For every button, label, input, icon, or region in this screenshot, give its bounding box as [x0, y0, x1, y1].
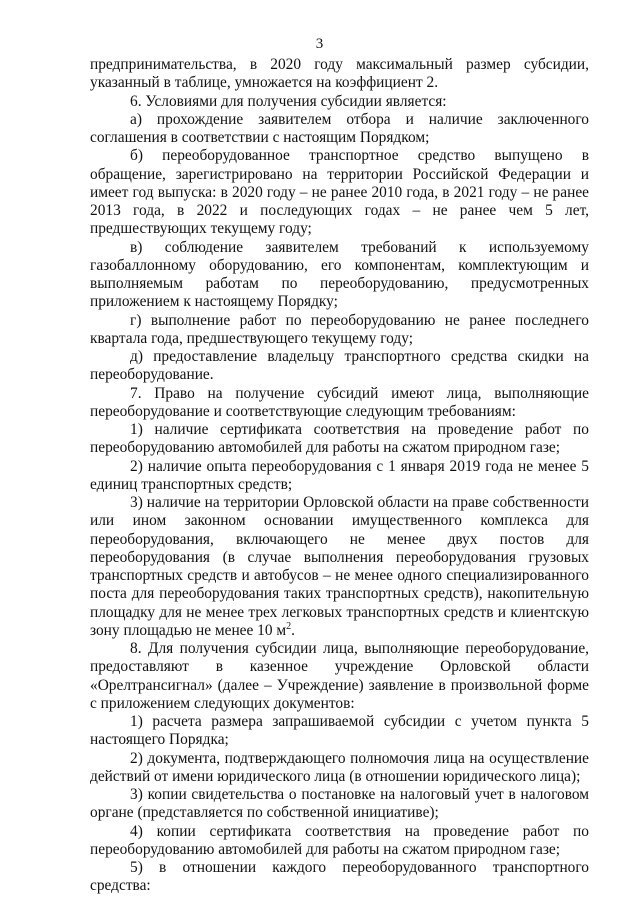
document-body: [90, 56, 589, 896]
clause-7-item-3-text: 3) наличие на территории Орловской области на праве собственности или ином законном основании имущественного комплекса для переоборудования, включающего не менее двух постов для переоборудования (в случае выполнения переоборудования грузовых транспортных средств и автобусов – не менее одного специализированного поста для переоборудования таких транспортных средств), накопительную площадку для не менее трех легковых транспортных средств и клиентскую зону площадью не менее 10 м: [90, 494, 589, 639]
clause-6-item-d: д) предоставление владельцу транспортного средства скидки на переоборудование.: [90, 348, 589, 384]
clause-6-item-g: г) выполнение работ по переоборудованию не ранее последнего квартала года, предшествующего текущему году;: [90, 311, 589, 347]
clause-7-item-3-end: .: [291, 621, 296, 639]
clause-7-item-2: 2) наличие опыта переоборудования с 1 января 2019 года не менее 5 единиц транспортных средств;: [90, 457, 589, 493]
clause-7-item-1: 1) наличие сертификата соответствия на проведение работ по переоборудованию автомобилей для работы на сжатом природном газе;: [90, 421, 589, 457]
clause-7-item-3: [90, 494, 589, 640]
page-number: 3: [315, 36, 324, 52]
clause-6-heading: 6. Условиями для получения субсидии является:: [130, 92, 447, 110]
clause-6-item-b: б) переоборудованное транспортное средство выпущено в обращение, зарегистрировано на территории Российской Федерации и имеет год выпуска: в 2020 году – не ранее 2010 года, в 2021 году – не ранее 2013 года, в 2022 и последующих годах – не ранее чем 5 лет, предшествующих текущему году;: [90, 147, 589, 238]
clause-8-heading: 8. Для получения субсидии лица, выполняющие переоборудование, предоставляют в казенное учреждение Орловской области «Орелтрансигнал» (далее – Учреждение) заявление в произвольной форме с приложением следующих документов:: [90, 640, 589, 712]
clause-8-item-4: 4) копии сертификата соответствия на проведение работ по переоборудованию автомобилей для работы на сжатом природном газе;: [90, 822, 589, 858]
clause-8-item-2: 2) документа, подтверждающего полномочия лица на осуществление действий от имени юридического лица (в отношении юридического лица);: [90, 749, 589, 785]
paragraph-continuation: предпринимательства, в 2020 году максимальный размер субсидии, указанный в таблице, умножается на коэффициент 2.: [90, 56, 589, 92]
clause-7-heading: 7. Право на получение субсидий имеют лица, выполняющие переоборудование и соответствующие следующим требованиям:: [90, 384, 589, 420]
clause-6-item-v: в) соблюдение заявителем требований к используемому газобаллонному оборудованию, его компонентам, комплектующим и выполняемым работам по переоборудованию, предусмотренных приложением к настоящему Порядку;: [90, 238, 589, 311]
clause-8-item-1: 1) расчета размера запрашиваемой субсидии с учетом пункта 5 настоящего Порядка;: [90, 713, 589, 749]
square-meter-superscript: 2: [286, 620, 292, 632]
clause-6-item-a: а) прохождение заявителем отбора и наличие заключенного соглашения в соответствии с настоящим Порядком;: [90, 110, 589, 146]
clause-8-item-3: 3) копии свидетельства о постановке на налоговый учет в налоговом органе (представляется по собственной инициативе);: [90, 786, 589, 822]
clause-8-item-5: 5) в отношении каждого переоборудованного транспортного средства:: [90, 859, 589, 895]
